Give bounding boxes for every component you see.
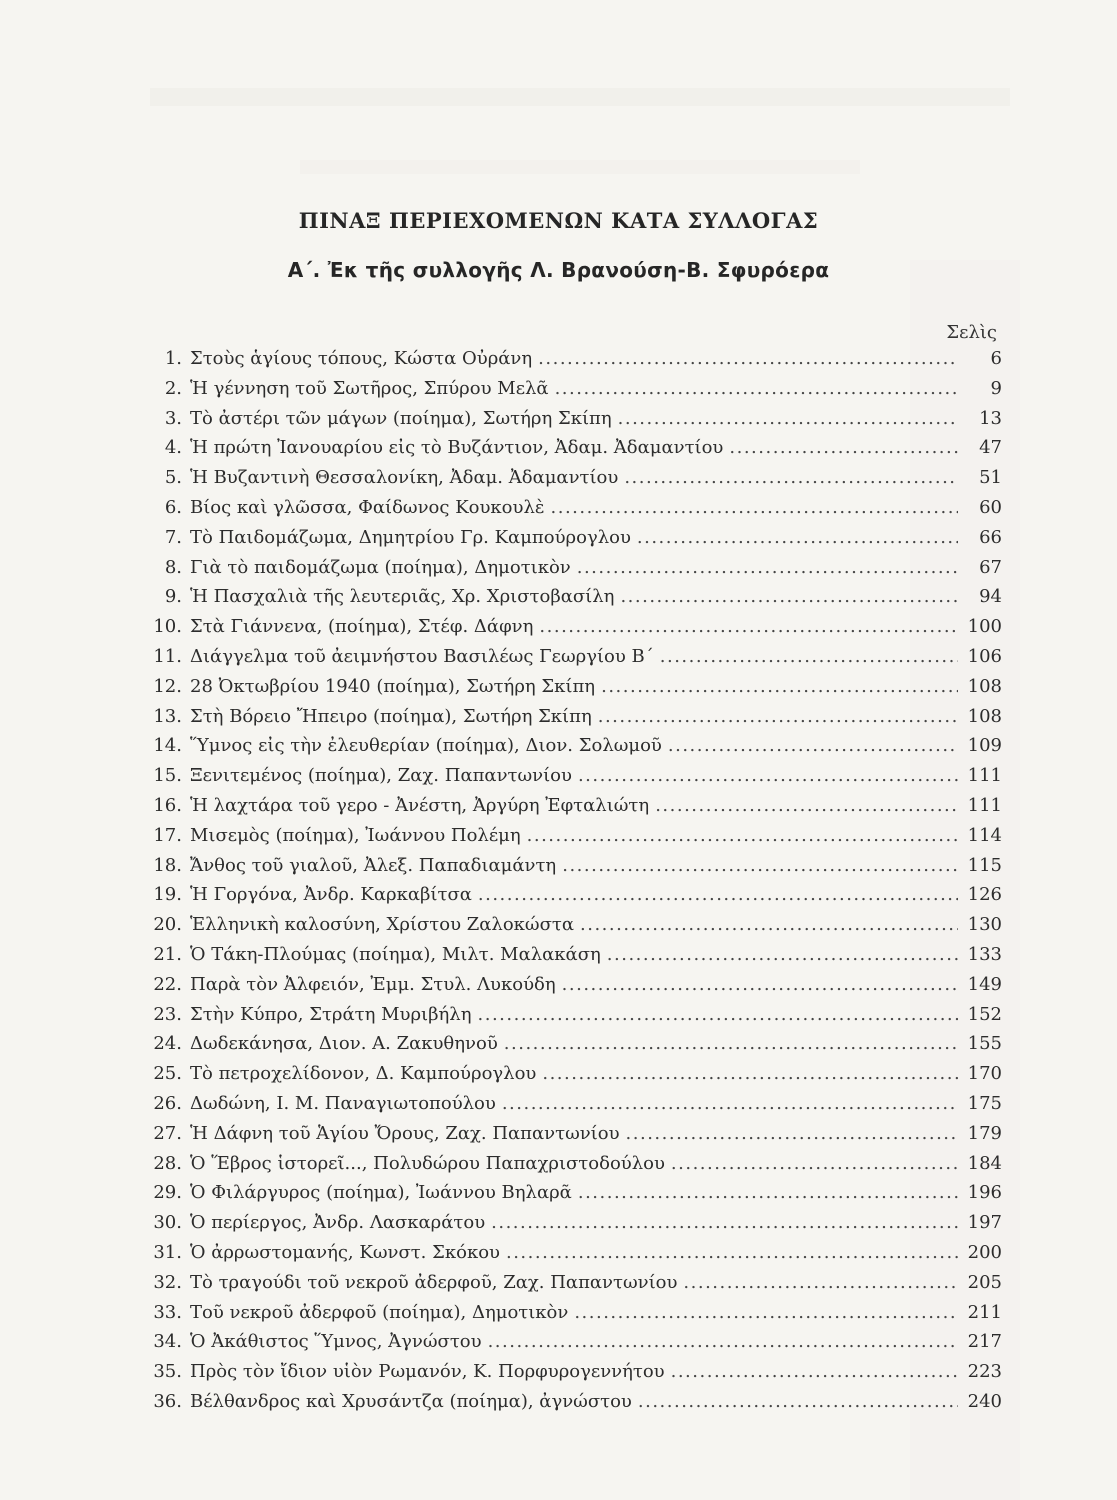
toc-entry — [152, 672, 1002, 702]
entry-title: Ἡ Δάφνη τοῦ Ἁγίου Ὄρους, Ζαχ. Παπαντωνίου — [190, 1122, 620, 1144]
entry-title: Τοῦ νεκροῦ ἀδερφοῦ (ποίημα), Δημοτικὸν — [190, 1301, 569, 1323]
dot-leader — [478, 880, 958, 910]
dot-leader — [577, 553, 958, 583]
entry-title: Ἡ πρώτη Ἰανουαρίου εἰς τὸ Βυζάντιον, Ἀδαμ. Ἀδαμαντίου — [190, 437, 724, 459]
entry-page-number: 115 — [967, 854, 1002, 876]
dot-leader — [601, 672, 958, 702]
entry-page-number: 109 — [967, 735, 1002, 757]
entry-number: 5. — [164, 467, 182, 489]
entry-page-number: 67 — [979, 556, 1002, 578]
page-title: ΠΙΝΑΞ ΠΕΡΙΕΧΟΜΕΝΩΝ ΚΑΤΑ ΣΥΛΛΟΓΑΣ — [298, 208, 819, 233]
dot-leader — [551, 493, 958, 523]
dot-leader — [580, 910, 958, 940]
entry-page-number: 94 — [979, 586, 1002, 608]
toc-entry — [152, 1178, 1002, 1208]
dot-leader — [655, 791, 958, 821]
toc-entry — [152, 553, 1002, 583]
entry-title: Ἡ Πασχαλιὰ τῆς λευτεριᾶς, Χρ. Χριστοβασίλη — [190, 586, 615, 608]
toc-entry — [152, 821, 1002, 851]
entry-title: Στὰ Γιάννενα, (ποίημα), Στέφ. Δάφνη — [190, 616, 534, 638]
entry-page-number: 155 — [967, 1033, 1002, 1055]
entry-number: 1. — [164, 348, 182, 369]
entry-title: Ὁ ἀρρωστομανής, Κωνστ. Σκόκου — [190, 1241, 500, 1263]
entry-number: 18. — [153, 854, 182, 876]
dot-leader — [624, 463, 958, 493]
toc-entry — [152, 1357, 1002, 1387]
entry-title: Ὁ Ἕβρος ἱστορεῖ..., Πολυδώρου Παπαχριστοδούλου — [190, 1152, 665, 1174]
entry-title: Δωδεκάνησα, Διον. Α. Ζακυθηνοῦ — [190, 1033, 498, 1055]
entry-page-number: 100 — [967, 616, 1002, 638]
entry-number: 33. — [153, 1301, 182, 1323]
entry-number: 35. — [153, 1361, 182, 1383]
entry-title: Ἑλληνικὴ καλοσύνη, Χρίστου Ζαλοκώστα — [190, 914, 574, 936]
entry-number: 15. — [153, 765, 182, 787]
entry-number: 24. — [153, 1033, 182, 1055]
entry-number: 6. — [164, 496, 182, 518]
entry-title: 28 Ὀκτωβρίου 1940 (ποίημα), Σωτήρη Σκίπη — [190, 675, 596, 697]
entry-page-number: 170 — [967, 1063, 1002, 1085]
entry-title: Τὸ πετροχελίδονον, Δ. Καμπούρογλου — [190, 1063, 537, 1085]
entry-title: Μισεμὸς (ποίημα), Ἰωάννου Πολέμη — [190, 824, 521, 846]
entry-title: Ἡ Γοργόνα, Ἀνδρ. Καρκαβίτσα — [190, 884, 472, 906]
entry-number: 28. — [153, 1152, 182, 1174]
dot-leader — [562, 851, 958, 881]
entry-title: Τὸ Παιδομάζωμα, Δημητρίου Γρ. Καμπούρογλου — [190, 526, 631, 548]
entry-number: 10. — [153, 616, 182, 638]
entry-number: 4. — [164, 437, 182, 459]
entry-title: Βίος καὶ γλῶσσα, Φαίδωνος Κουκουλὲ — [190, 496, 545, 518]
toc-entry — [152, 582, 1002, 612]
dot-leader — [562, 970, 958, 1000]
entry-number: 30. — [153, 1212, 182, 1234]
entry-number: 21. — [153, 943, 182, 965]
entry-number: 23. — [153, 1003, 182, 1025]
entry-title: Στὴν Κύπρο, Στράτη Μυριβήλη — [190, 1003, 472, 1025]
dot-leader — [504, 1029, 958, 1059]
entry-title: Ὁ Ἀκάθιστος Ὕμνος, Ἀγνώστου — [190, 1331, 482, 1353]
entry-page-number: 108 — [967, 705, 1002, 727]
entry-page-number: 114 — [967, 824, 1002, 846]
dot-leader — [598, 702, 958, 732]
toc-entry — [152, 1119, 1002, 1149]
entry-page-number: 197 — [967, 1212, 1002, 1234]
entry-title: Στὴ Βόρειο Ἤπειρο (ποίημα), Σωτήρη Σκίπη — [190, 705, 592, 727]
entry-page-number: 240 — [967, 1390, 1002, 1412]
toc-entry — [152, 433, 1002, 463]
toc-entry — [152, 1238, 1002, 1268]
entry-number: 32. — [153, 1271, 182, 1293]
dot-leader — [729, 433, 958, 463]
entry-page-number: 205 — [967, 1271, 1002, 1293]
entry-number: 2. — [164, 377, 182, 399]
entry-number: 14. — [153, 735, 182, 757]
dot-leader — [539, 612, 958, 642]
entry-page-number: 47 — [979, 437, 1002, 459]
entry-number: 17. — [153, 824, 182, 846]
toc-entry — [152, 1268, 1002, 1298]
dot-leader — [660, 642, 958, 672]
toc-entry — [152, 1029, 1002, 1059]
dot-leader — [491, 1208, 958, 1238]
toc-entry — [152, 1000, 1002, 1030]
entry-number: 19. — [153, 884, 182, 906]
entry-number: 22. — [153, 973, 182, 995]
entry-number: 7. — [164, 526, 182, 548]
dot-leader — [555, 374, 958, 404]
entry-page-number: 108 — [967, 675, 1002, 697]
collection-subtitle: Α΄. Ἐκ τῆς συλλογῆς Λ. Βρανούση-Β. Σφυρόερα — [287, 258, 830, 282]
entry-page-number: 175 — [967, 1092, 1002, 1114]
entry-title: Γιὰ τὸ παιδομάζωμα (ποίημα), Δημοτικὸν — [190, 556, 571, 578]
entry-title: Ὕμνος εἰς τὴν ἐλευθερίαν (ποίημα), Διον. Σολωμοῦ — [190, 735, 662, 757]
entry-title: Ἄνθος τοῦ γιαλοῦ, Ἀλεξ. Παπαδιαμάντη — [190, 854, 557, 876]
entry-title: Πρὸς τὸν ἴδιον υἱὸν Ρωμανόν, Κ. Πορφυρογεννήτου — [190, 1361, 665, 1383]
entry-title: Ἡ γέννηση τοῦ Σωτῆρος, Σπύρου Μελᾶ — [190, 377, 549, 399]
dot-leader — [607, 940, 958, 970]
entry-page-number: 106 — [967, 645, 1002, 667]
toc-entry — [152, 1089, 1002, 1119]
dot-leader — [574, 1298, 958, 1328]
entry-number: 8. — [164, 556, 182, 578]
dot-leader — [478, 1000, 959, 1030]
dot-leader — [668, 731, 958, 761]
entry-page-number: 217 — [967, 1331, 1002, 1353]
entry-number: 29. — [153, 1182, 182, 1204]
toc-entry — [152, 493, 1002, 523]
page-column-label: Σελὶς — [946, 322, 997, 343]
entry-page-number: 111 — [967, 794, 1002, 816]
entry-title: Παρὰ τὸν Ἀλφειόν, Ἐμμ. Στυλ. Λυκούδη — [190, 973, 556, 995]
dot-leader — [671, 1149, 958, 1179]
entry-number: 13. — [153, 705, 182, 727]
entry-number: 36. — [153, 1390, 182, 1412]
dot-leader — [638, 1387, 958, 1417]
toc-entry — [152, 1149, 1002, 1179]
entry-title: Ἡ Βυζαντινὴ Θεσσαλονίκη, Ἀδαμ. Ἀδαμαντίου — [190, 467, 619, 489]
toc-entry — [152, 344, 1002, 374]
toc-entry — [152, 702, 1002, 732]
entry-page-number: 9 — [990, 377, 1002, 399]
dot-leader — [626, 1119, 958, 1149]
entry-number: 9. — [164, 586, 182, 608]
dot-leader — [620, 582, 958, 612]
toc-entry — [152, 523, 1002, 553]
entry-title: Ὁ Τάκη-Πλούμας (ποίημα), Μιλτ. Μαλακάση — [190, 943, 601, 965]
entry-page-number: 152 — [967, 1003, 1002, 1025]
entry-number: 20. — [153, 914, 182, 936]
entry-page-number: 60 — [979, 496, 1002, 518]
toc-entry — [152, 761, 1002, 791]
table-of-contents — [152, 344, 1002, 1417]
entry-page-number: 200 — [967, 1241, 1002, 1263]
entry-page-number: 126 — [967, 884, 1002, 906]
entry-page-number: 211 — [967, 1301, 1002, 1323]
entry-page-number: 133 — [967, 943, 1002, 965]
entry-page-number: 223 — [967, 1361, 1002, 1383]
toc-entry — [152, 404, 1002, 434]
entry-title: Δωδώνη, Ι. Μ. Παναγιωτοπούλου — [190, 1092, 496, 1114]
dot-leader — [683, 1268, 958, 1298]
entry-page-number: 111 — [967, 765, 1002, 787]
entry-number: 3. — [164, 407, 182, 429]
entry-page-number: 66 — [979, 526, 1002, 548]
dot-leader — [502, 1089, 958, 1119]
entry-title: Τὸ τραγούδι τοῦ νεκροῦ ἀδερφοῦ, Ζαχ. Παπαντωνίου — [190, 1271, 678, 1293]
toc-entry — [152, 731, 1002, 761]
toc-entry — [152, 791, 1002, 821]
toc-entry — [152, 910, 1002, 940]
dot-leader — [538, 344, 958, 374]
dot-leader — [671, 1357, 958, 1387]
dot-leader — [637, 523, 958, 553]
dot-leader — [578, 1178, 958, 1208]
toc-entry — [152, 1208, 1002, 1238]
entry-number: 26. — [153, 1092, 182, 1114]
entry-title: Στοὺς ἁγίους τόπους, Κώστα Οὐράνη — [190, 348, 533, 369]
entry-title: Ἡ λαχτάρα τοῦ γερο - Ἀνέστη, Ἀργύρη Ἐφταλιώτη — [190, 794, 650, 816]
entry-title: Διάγγελμα τοῦ ἀειμνήστου Βασιλέως Γεωργίου Β΄ — [190, 645, 654, 667]
entry-number: 12. — [153, 675, 182, 697]
entry-title: Ξενιτεμένος (ποίημα), Ζαχ. Παπαντωνίου — [190, 765, 572, 787]
toc-entry — [152, 940, 1002, 970]
dot-leader — [506, 1238, 958, 1268]
dot-leader — [578, 761, 958, 791]
toc-entry — [152, 970, 1002, 1000]
entry-page-number: 6 — [990, 348, 1002, 369]
entry-title: Τὸ ἀστέρι τῶν μάγων (ποίημα), Σωτήρη Σκίπη — [190, 407, 612, 429]
toc-entry — [152, 374, 1002, 404]
toc-entry — [152, 1387, 1002, 1417]
dot-leader — [542, 1059, 958, 1089]
toc-entry — [152, 1327, 1002, 1357]
entry-page-number: 184 — [967, 1152, 1002, 1174]
entry-page-number: 13 — [979, 407, 1002, 429]
entry-page-number: 196 — [967, 1182, 1002, 1204]
entry-number: 27. — [153, 1122, 182, 1144]
toc-entry — [152, 642, 1002, 672]
entry-page-number: 179 — [967, 1122, 1002, 1144]
toc-entry — [152, 612, 1002, 642]
entry-number: 34. — [153, 1331, 182, 1353]
toc-entry — [152, 851, 1002, 881]
toc-entry — [152, 880, 1002, 910]
entry-number: 31. — [153, 1241, 182, 1263]
dot-leader — [488, 1327, 958, 1357]
entry-page-number: 51 — [979, 467, 1002, 489]
entry-number: 16. — [153, 794, 182, 816]
entry-number: 25. — [153, 1063, 182, 1085]
entry-page-number: 149 — [967, 973, 1002, 995]
toc-entry — [152, 1059, 1002, 1089]
entry-title: Ὁ Φιλάργυρος (ποίημα), Ἰωάννου Βηλαρᾶ — [190, 1182, 572, 1204]
dot-leader — [527, 821, 958, 851]
entry-page-number: 130 — [967, 914, 1002, 936]
toc-entry — [152, 1298, 1002, 1328]
toc-entry — [152, 463, 1002, 493]
entry-title: Βέλθανδρος καὶ Χρυσάντζα (ποίημα), ἀγνώστου — [190, 1390, 632, 1412]
entry-title: Ὁ περίεργος, Ἀνδρ. Λασκαράτου — [190, 1212, 486, 1234]
dot-leader — [618, 404, 958, 434]
entry-number: 11. — [153, 645, 182, 667]
